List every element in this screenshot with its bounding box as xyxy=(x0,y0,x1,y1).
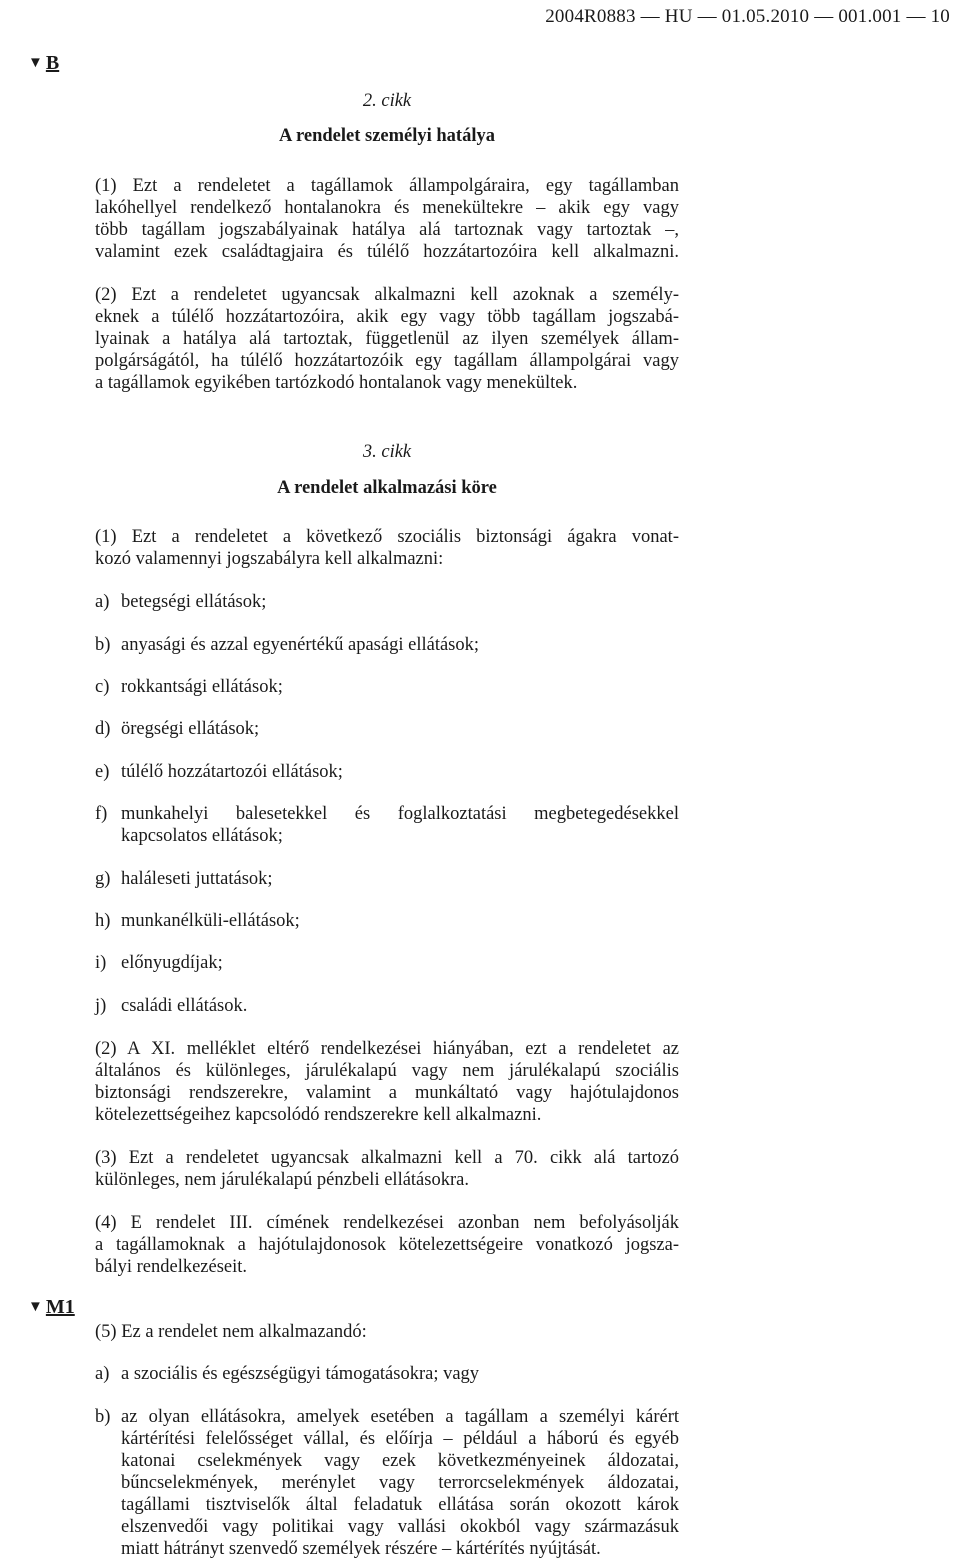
text-line: biztonsági rendszerekre, valamint a munkáltató vagy hajótulajdonos xyxy=(95,1083,679,1103)
list-item: i) előnyugdíjak; xyxy=(95,953,223,973)
article-3-paragraph-5 xyxy=(95,1321,679,1343)
text-line: elszenvedői vagy politikai vagy vallási okokból vagy származásuk xyxy=(121,1517,679,1537)
marker-label: M1 xyxy=(45,1296,75,1318)
text-line: általános és különleges, járulékalapú vagy nem járulékalapú szociális xyxy=(95,1061,679,1081)
text-line: (5) Ez a rendelet nem alkalmazandó: xyxy=(95,1322,367,1342)
text-line: a tagállamok egyikében tartózkodó hontalanok vagy menekültek. xyxy=(95,373,578,393)
text-line: polgárságától, ha túlélő hozzátartozóik egy tagállam állampolgárai vagy xyxy=(95,351,679,371)
text-line: több tagállam jogszabályainak hatálya alá tartoznak vagy tartoztak –, xyxy=(95,220,679,240)
article-2-paragraph-1 xyxy=(95,175,679,263)
text-line: (1) Ezt a rendeletet a tagállamok állampolgáraira, egy tagállamban xyxy=(95,176,679,196)
article-3-paragraph-1 xyxy=(95,526,679,570)
list-item: f) munkahelyi balesetekkel és foglalkoztatási megbetegedésekkel kapcsolatos ellátások; xyxy=(95,804,679,846)
page-header: 2004R0883 — HU — 01.05.2010 — 001.001 — 10 xyxy=(545,6,950,27)
text-line: (1) Ezt a rendeletet a következő szociális biztonsági ágakra vonat- xyxy=(95,527,679,547)
marker-label: B xyxy=(45,52,60,74)
list-item: a) a szociális és egészségügyi támogatásokra; vagy xyxy=(95,1364,480,1384)
article-3-paragraph-3 xyxy=(95,1147,679,1191)
list-item: j) családi ellátások. xyxy=(95,996,248,1016)
article-3-paragraph-4 xyxy=(95,1212,679,1278)
triangle-down-icon: ▼ xyxy=(28,1299,43,1315)
article-3-paragraph-2 xyxy=(95,1038,679,1126)
text-line: katonai cselekmények vagy ezek következményeinek áldozatai, xyxy=(121,1451,679,1471)
list-item: b) anyasági és azzal egyenértékű apasági ellátások; xyxy=(95,635,480,655)
text-line: különleges, nem járulékalapú pénzbeli ellátásokra. xyxy=(95,1170,469,1190)
text-line: bűncselekmények, merénylet vagy terrorcselekmények áldozatai, xyxy=(121,1473,679,1493)
text-line: kapcsolatos ellátások; xyxy=(121,826,283,846)
article-2-number: 2. cikk xyxy=(362,91,412,111)
text-line: (2) A XI. melléklet eltérő rendelkezései hiányában, ezt a rendeletet az xyxy=(95,1039,679,1059)
list-item: g) haláleseti juttatások; xyxy=(95,869,273,889)
text-line: kártérítési felelősséget vállal, és előírja – például a háború és egyéb xyxy=(121,1429,679,1449)
text-line: (4) E rendelet III. címének rendelkezései azonban nem befolyásolják xyxy=(95,1213,679,1233)
list-item: a) betegségi ellátások; xyxy=(95,592,267,612)
list-item: d) öregségi ellátások; xyxy=(95,719,260,739)
text-line: az olyan ellátásokra, amelyek esetében a tagállam a személyi kárért xyxy=(121,1407,679,1427)
article-2-paragraph-2 xyxy=(95,284,679,394)
text-line: kötelezettségeihez kapcsolódó rendszerekre kell alkalmazni. xyxy=(95,1105,542,1125)
text-line: miatt hátrányt szenvedő személyek részére – kártérítés nyújtását. xyxy=(121,1539,601,1559)
text-line: lyainak a hatálya alá tartoztak, függetlenül az ilyen személyek állam- xyxy=(95,329,679,349)
text-line: valamint ezek családtagjaira és túlélő hozzátartozóira kell alkalmazni. xyxy=(95,242,679,262)
text-line: lakóhellyel rendelkező hontalanokra és menekültekre – akik egy vagy xyxy=(95,198,679,218)
triangle-down-icon: ▼ xyxy=(28,55,43,71)
list-item: c) rokkantsági ellátások; xyxy=(95,677,283,697)
text-line: tagállami tisztviselők által feladatuk ellátása során okozott károk xyxy=(121,1495,679,1515)
text-line: (3) Ezt a rendeletet ugyancsak alkalmazni kell a 70. cikk alá tartozó xyxy=(95,1148,679,1168)
text-line: kozó valamennyi jogszabályra kell alkalmazni: xyxy=(95,549,444,569)
text-line: (2) Ezt a rendeletet ugyancsak alkalmazni kell azoknak a személy- xyxy=(95,285,679,305)
article-3-number: 3. cikk xyxy=(362,442,412,462)
list-item: e) túlélő hozzátartozói ellátások; xyxy=(95,762,343,782)
text-line: bályi rendelkezéseit. xyxy=(95,1257,248,1277)
list-item: b) az olyan ellátásokra, amelyek esetében a tagállam a személyi kárért kártérítési felelősséget vállal, és előírja – például a háború és egyéb katonai cselekmények vagy ezek következményeinek áldozatai, bűncselekmények, merénylet vagy terrorcselekmények áldozatai, tagállami tisztviselők által feladatuk ellátása során okozott károk elszenvedői vagy politikai vagy vallási okokból vagy származásuk miatt hátrányt szenvedő személyek részére – kártérítés nyújtását. xyxy=(95,1407,679,1559)
article-2-title: A rendelet személyi hatálya xyxy=(279,126,495,146)
text-line: eknek a túlélő hozzátartozóira, akik egy vagy több tagállam jogszabá- xyxy=(95,307,679,327)
amendment-marker-b xyxy=(28,52,59,74)
text-line: munkahelyi balesetekkel és foglalkoztatási megbetegedésekkel xyxy=(121,804,679,824)
amendment-marker-m1 xyxy=(28,1296,75,1318)
list-item: h) munkanélküli-ellátások; xyxy=(95,911,300,931)
text-line: a tagállamoknak a hajótulajdonosok kötelezettségeire vonatkozó jogsza- xyxy=(95,1235,679,1255)
article-3-title: A rendelet alkalmazási köre xyxy=(277,478,497,498)
